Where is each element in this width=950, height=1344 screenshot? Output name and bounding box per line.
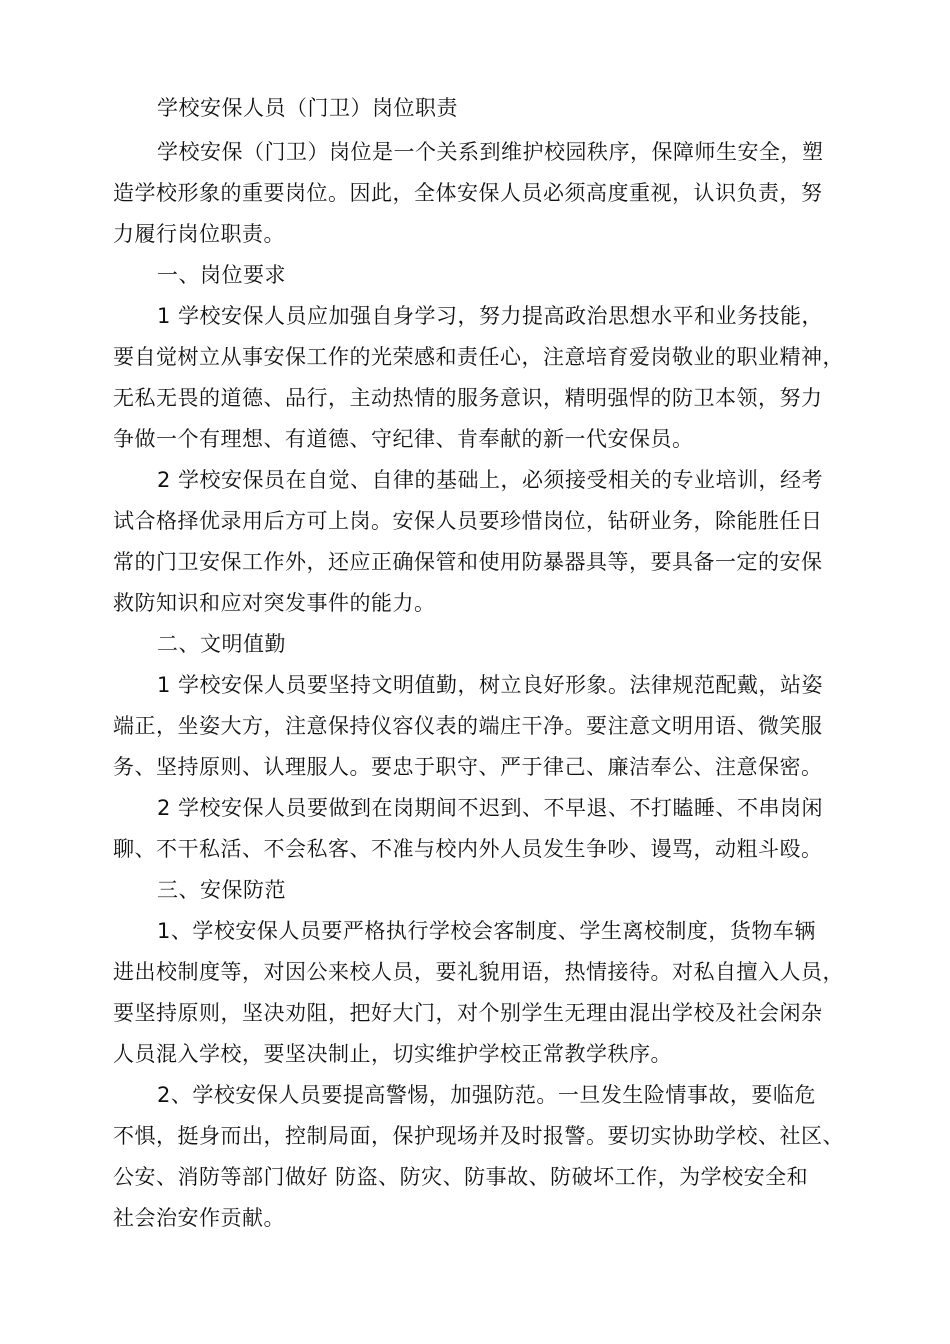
paragraph-line: 进出校制度等，对因公来校人员，要礼貌用语，热情接待。对私自擅入人员，	[113, 960, 844, 984]
paragraph-line: 2、学校安保人员要提高警惕，加强防范。一旦发生险情事故，要临危	[157, 1083, 816, 1107]
paragraph-line: 2 学校安保人员要做到在岗期间不迟到、不早退、不打瞌睡、不串岗闲	[157, 796, 824, 820]
paragraph-line: 2 学校安保员在自觉、自律的基础上，必须接受相关的专业培训，经考	[157, 468, 824, 492]
paragraph-line: 1 学校安保人员应加强自身学习，努力提高政治思想水平和业务技能，	[157, 304, 824, 328]
paragraph-line: 争做一个有理想、有道德、守纪律、肯奉献的新一代安保员。	[113, 427, 694, 451]
paragraph-line: 社会治安作贡献。	[113, 1206, 285, 1230]
paragraph-line: 人员混入学校，要坚决制止，切实维护学校正常教学秩序。	[113, 1042, 672, 1066]
paragraph-line: 常的门卫安保工作外，还应正确保管和使用防暴器具等，要具备一定的安保	[113, 550, 823, 574]
section-heading: 一、岗位要求	[157, 263, 286, 287]
paragraph-line: 要坚持原则，坚决劝阻，把好大门，对个别学生无理由混出学校及社会闲杂	[113, 1001, 823, 1025]
paragraph-line: 学校安保（门卫）岗位是一个关系到维护校园秩序，保障师生安全，塑	[157, 140, 824, 164]
paragraph-line: 1 学校安保人员要坚持文明值勤，树立良好形象。法律规范配戴，站姿	[157, 673, 824, 697]
section-heading: 三、安保防范	[157, 878, 286, 902]
paragraph-line: 端正，坐姿大方，注意保持仪容仪表的端庄干净。要注意文明用语、微笑服	[113, 714, 823, 738]
paragraph-line: 务、坚持原则、认理服人。要忠于职守、严于律己、廉洁奉公、注意保密。	[113, 755, 823, 779]
paragraph-line: 无私无畏的道德、品行，主动热情的服务意识，精明强悍的防卫本领，努力	[113, 386, 823, 410]
paragraph-line: 造学校形象的重要岗位。因此，全体安保人员必须高度重视，认识负责，努	[113, 181, 823, 205]
document-title: 学校安保人员（门卫）岗位职责	[157, 96, 458, 120]
paragraph-line: 1、学校安保人员要严格执行学校会客制度、学生离校制度，货物车辆	[157, 919, 816, 943]
section-heading: 二、文明值勤	[157, 632, 286, 656]
paragraph-line: 试合格择优录用后方可上岗。安保人员要珍惜岗位，钻研业务，除能胜任日	[113, 509, 823, 533]
paragraph-line: 救防知识和应对突发事件的能力。	[113, 591, 436, 615]
paragraph-line: 要自觉树立从事安保工作的光荣感和责任心，注意培育爱岗敬业的职业精神，	[113, 345, 844, 369]
paragraph-line: 力履行岗位职责。	[113, 222, 285, 246]
paragraph-line: 公安、消防等部门做好 防盗、防灾、防事故、防破坏工作，为学校安全和	[113, 1165, 809, 1189]
paragraph-line: 不惧，挺身而出，控制局面，保护现场并及时报警。要切实协助学校、社区、	[113, 1124, 844, 1148]
paragraph-line: 聊、不干私活、不会私客、不准与校内外人员发生争吵、谩骂，动粗斗殴。	[113, 837, 823, 861]
